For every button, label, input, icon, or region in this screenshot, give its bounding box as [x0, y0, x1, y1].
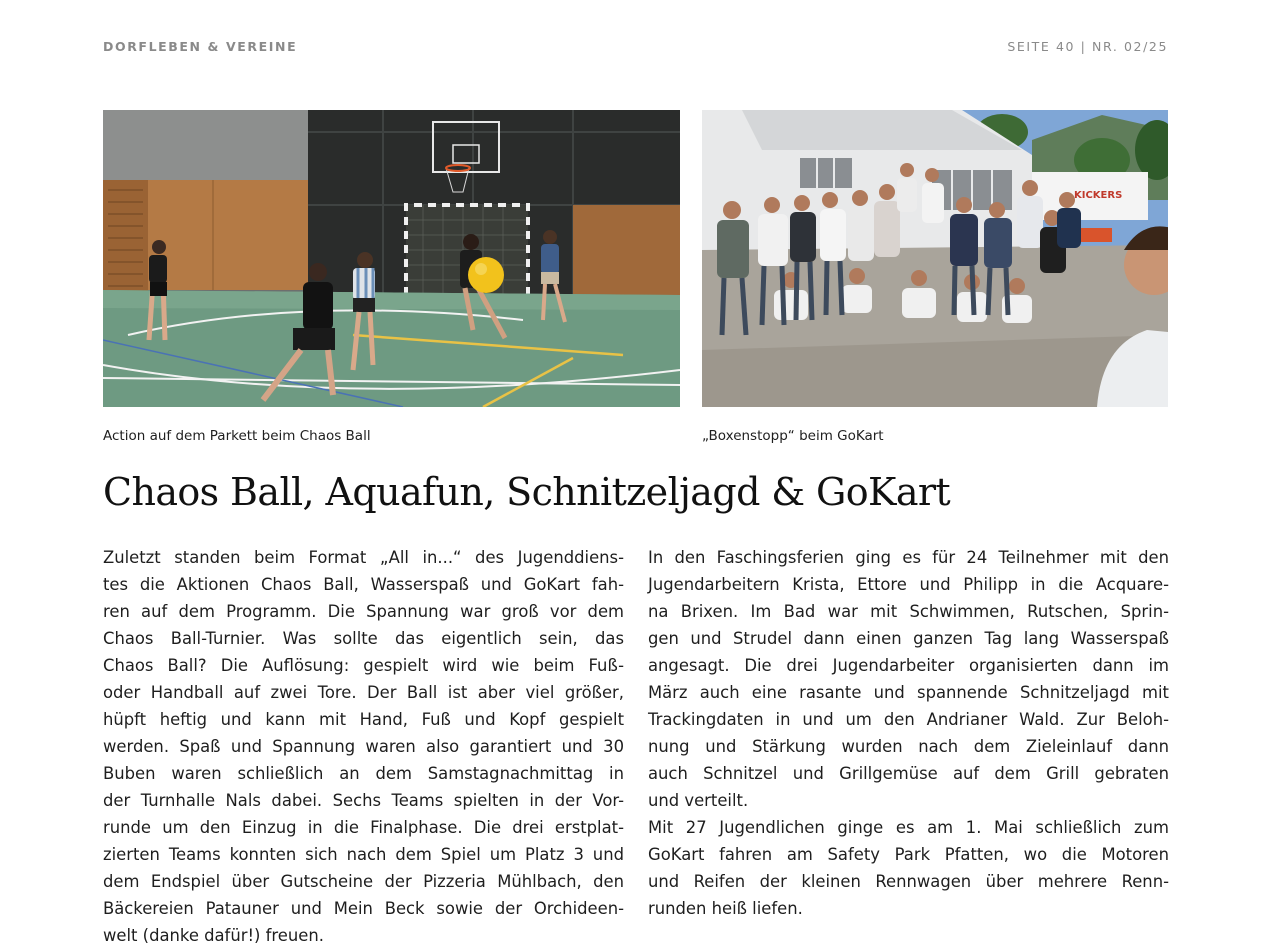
text-line: nung und Stärkung wurden nach dem Zieleinlauf dann	[648, 737, 1169, 756]
chaos-ball-photo	[103, 110, 680, 407]
article-column-right	[648, 544, 1169, 922]
text-line: Chaos Ball-Turnier. Was sollte das eigentlich sein, das	[103, 629, 624, 648]
text-line: auch Schnitzel und Grillgemüse auf dem Grill gebraten	[648, 764, 1169, 783]
text-line: ren auf dem Programm. Die Spannung war groß vor dem	[103, 602, 624, 621]
text-line: In den Faschingsferien ging es für 24 Teilnehmer mit den	[648, 548, 1169, 567]
text-line: werden. Spaß und Spannung waren also garantiert und 30	[103, 737, 624, 756]
text-line: Mit 27 Jugendlichen ginge es am 1. Mai schließlich zum	[648, 818, 1169, 837]
gokart-group-photo-illustration	[702, 110, 1168, 407]
truck-lettering: KICKERS	[1074, 190, 1123, 201]
article-column-left	[103, 544, 624, 949]
text-line: Bäckereien Patauner und Mein Beck sowie der Orchideen-	[103, 899, 624, 918]
text-line: hüpft heftig und kann mit Hand, Fuß und Kopf gespielt	[103, 710, 624, 729]
running-header	[103, 39, 1168, 57]
text-line: der Turnhalle Nals dabei. Sechs Teams spielten in der Vor-	[103, 791, 624, 810]
text-line: Buben waren schließlich an dem Samstagnachmittag in	[103, 764, 624, 783]
text-line: März auch eine rasante und spannende Schnitzeljagd mit	[648, 683, 1169, 702]
photo-caption-gokart: „Boxenstopp“ beim GoKart	[702, 428, 884, 444]
text-line: GoKart fahren am Safety Park Pfatten, wo die Motoren	[648, 845, 1169, 864]
text-line: na Brixen. Im Bad war mit Schwimmen, Rutschen, Sprin-	[648, 602, 1169, 621]
text-line: dem Endspiel über Gutscheine der Pizzeria Mühlbach, den	[103, 872, 624, 891]
photo-caption-chaos-ball: Action auf dem Parkett beim Chaos Ball	[103, 428, 371, 444]
gokart-group-photo	[702, 110, 1168, 407]
text-line: oder Handball auf zwei Tore. Der Ball ist aber viel größer,	[103, 683, 624, 702]
text-line: und Reifen der kleinen Rennwagen über mehrere Renn-	[648, 872, 1169, 891]
text-line: Trackingdaten in und um den Andrianer Wald. Zur Beloh-	[648, 710, 1169, 729]
text-line: Zuletzt standen beim Format „All in...“ des Jugenddiens-	[103, 548, 624, 567]
section-label: DORFLEBEN & VEREINE	[103, 39, 298, 54]
text-line: runden heiß liefen.	[648, 899, 803, 918]
text-line: Jugendarbeitern Krista, Ettore und Philipp in die Acquare-	[648, 575, 1169, 594]
text-line: und verteilt.	[648, 791, 749, 810]
text-line: runde um den Einzug in die Finalphase. Die drei erstplat-	[103, 818, 624, 837]
text-line: angesagt. Die drei Jugendarbeiter organisierten dann im	[648, 656, 1169, 675]
text-line: welt (danke dafür!) freuen.	[103, 926, 324, 945]
chaos-ball-photo-illustration	[103, 110, 680, 407]
article-title: Chaos Ball, Aquafun, Schnitzeljagd & GoKart	[103, 470, 951, 514]
page-number: SEITE 40 | NR. 02/25	[1007, 39, 1168, 54]
text-line: zierten Teams konnten sich nach dem Spiel um Platz 3 und	[103, 845, 624, 864]
text-line: gen und Strudel dann einen ganzen Tag lang Wasserspaß	[648, 629, 1169, 648]
text-line: tes die Aktionen Chaos Ball, Wasserspaß und GoKart fah-	[103, 575, 624, 594]
text-line: Chaos Ball? Die Auflösung: gespielt wird wie beim Fuß-	[103, 656, 624, 675]
